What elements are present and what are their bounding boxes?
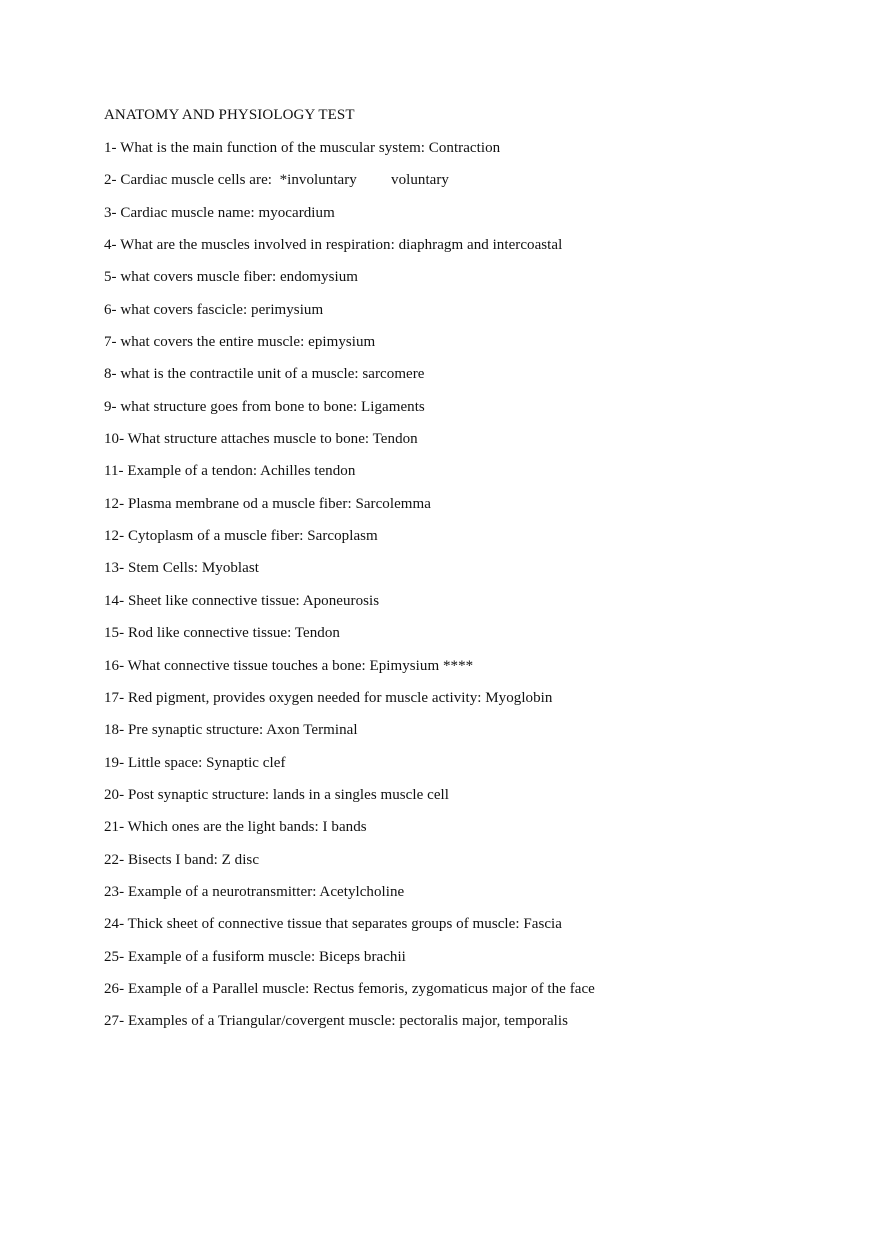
question-line-7: 7- what covers the entire muscle: epimysium [104,334,376,351]
question-line-26: 26- Example of a Parallel muscle: Rectus femoris, zygomaticus major of the face [104,980,595,997]
question-line-1: 1- What is the main function of the muscular system: Contraction [104,140,501,156]
question-line-18: 18- Pre synaptic structure: Axon Terminal [104,722,358,739]
question-list [104,138,595,1044]
question-line-27: 27- Examples of a Triangular/covergent muscle: pectoralis major, temporalis [104,1013,569,1030]
question-line-15: 15- Rod like connective tissue: Tendon [104,625,340,642]
question-line-12b: 12- Cytoplasm of a muscle fiber: Sarcoplasm [104,528,378,545]
question-line-11: 11- Example of a tendon: Achilles tendon [104,463,356,480]
question-line-12a: 12- Plasma membrane od a muscle fiber: Sarcolemma [104,495,431,512]
question-line-25: 25- Example of a fusiform muscle: Biceps brachii [104,948,406,965]
question-line-2: 2- Cardiac muscle cells are: *involuntary voluntary [104,172,449,189]
question-line-4: 4- What are the muscles involved in respiration: diaphragm and intercoastal [104,237,563,254]
question-line-13: 13- Stem Cells: Myoblast [104,560,259,577]
question-line-20: 20- Post synaptic structure: lands in a singles muscle cell [104,786,449,803]
question-line-6: 6- what covers fascicle: perimysium [104,301,324,318]
document-title: ANATOMY AND PHYSIOLOGY TEST [104,107,355,123]
question-line-23: 23- Example of a neurotransmitter: Acetylcholine [104,883,405,900]
question-line-5: 5- what covers muscle fiber: endomysium [104,269,358,286]
question-line-24: 24- Thick sheet of connective tissue that separates groups of muscle: Fascia [104,916,562,933]
question-line-14: 14- Sheet like connective tissue: Aponeurosis [104,592,380,609]
question-line-3: 3- Cardiac muscle name: myocardium [104,204,335,221]
question-line-10: 10- What structure attaches muscle to bone: Tendon [104,431,418,448]
question-line-8: 8- what is the contractile unit of a muscle: sarcomere [104,366,425,383]
question-line-21: 21- Which ones are the light bands: I bands [104,819,367,836]
question-line-19: 19- Little space: Synaptic clef [104,754,286,771]
question-line-22: 22- Bisects I band: Z disc [104,851,260,868]
question-line-17: 17- Red pigment, provides oxygen needed for muscle activity: Myoglobin [104,689,553,706]
question-line-16: 16- What connective tissue touches a bone: Epimysium **** [104,657,474,674]
question-line-9: 9- what structure goes from bone to bone: Ligaments [104,398,425,415]
